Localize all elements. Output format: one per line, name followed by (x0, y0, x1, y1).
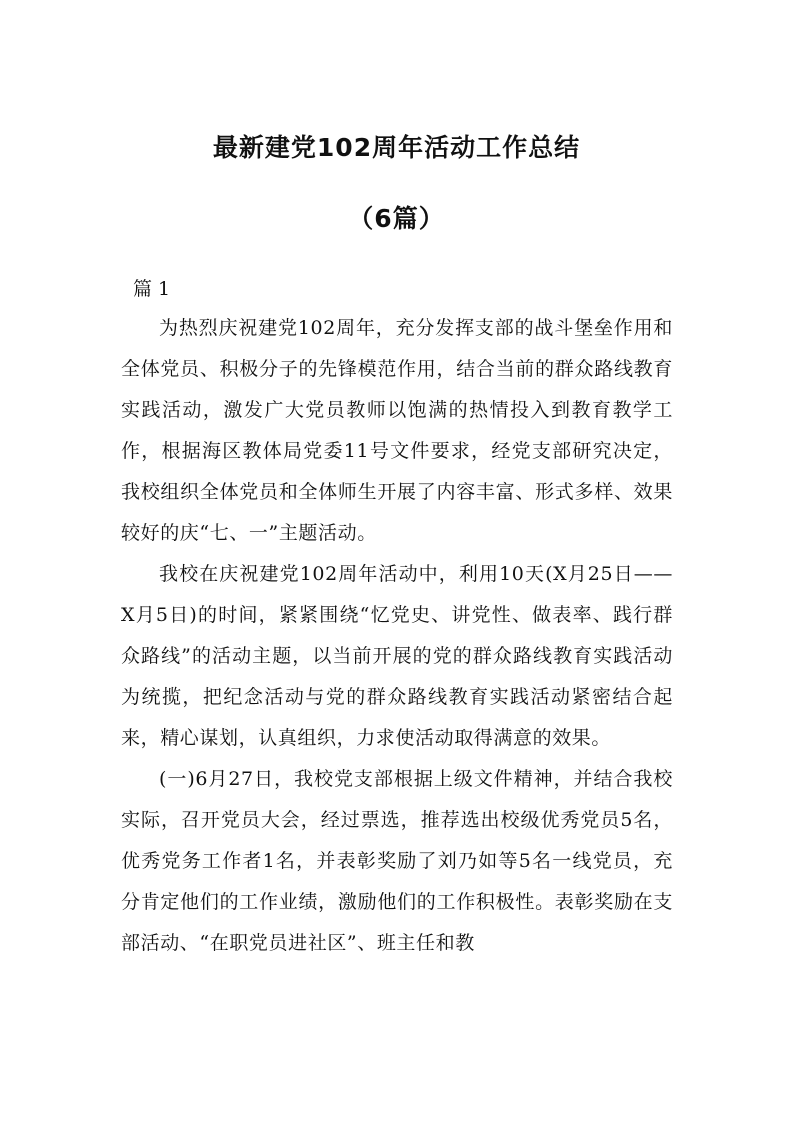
document-subtitle: （6篇） (348, 204, 445, 233)
document-title: 最新建党102周年活动工作总结 (212, 133, 581, 162)
section-label: 篇 1 (133, 278, 171, 300)
paragraph-3: (一)6月27日，我校党支部根据上级文件精神，并结合我校实际，召开党员大会，经过票选，推荐选出校级优秀党员5名，优秀党务工作者1名，并表彰奖励了刘乃如等5名一线党员，充分肯定他们的工作业绩，激励他们的工作积极性。表彰奖励在支部活动、“在职党员进社区”、班主任和教 (121, 768, 673, 954)
paragraph-2: 我校在庆祝建党102周年活动中，利用10天(X月25日——X月5日)的时间，紧紧围绕“忆党史、讲党性、做表率、践行群众路线”的活动主题，以当前开展的党的群众路线教育实践活动为统揽，把纪念活动与党的群众路线教育实践活动紧密结合起来，精心谋划，认真组织，力求使活动取得满意的效果。 (121, 563, 673, 749)
paragraph-1: 为热烈庆祝建党102周年，充分发挥支部的战斗堡垒作用和全体党员、积极分子的先锋模范作用，结合当前的群众路线教育实践活动，激发广大党员教师以饱满的热情投入到教育教学工作，根据海区教体局党委11号文件要求，经党支部研究决定，我校组织全体党员和全体师生开展了内容丰富、形式多样、效果较好的庆“七、一”主题活动。 (121, 317, 673, 544)
document-body (121, 308, 673, 964)
